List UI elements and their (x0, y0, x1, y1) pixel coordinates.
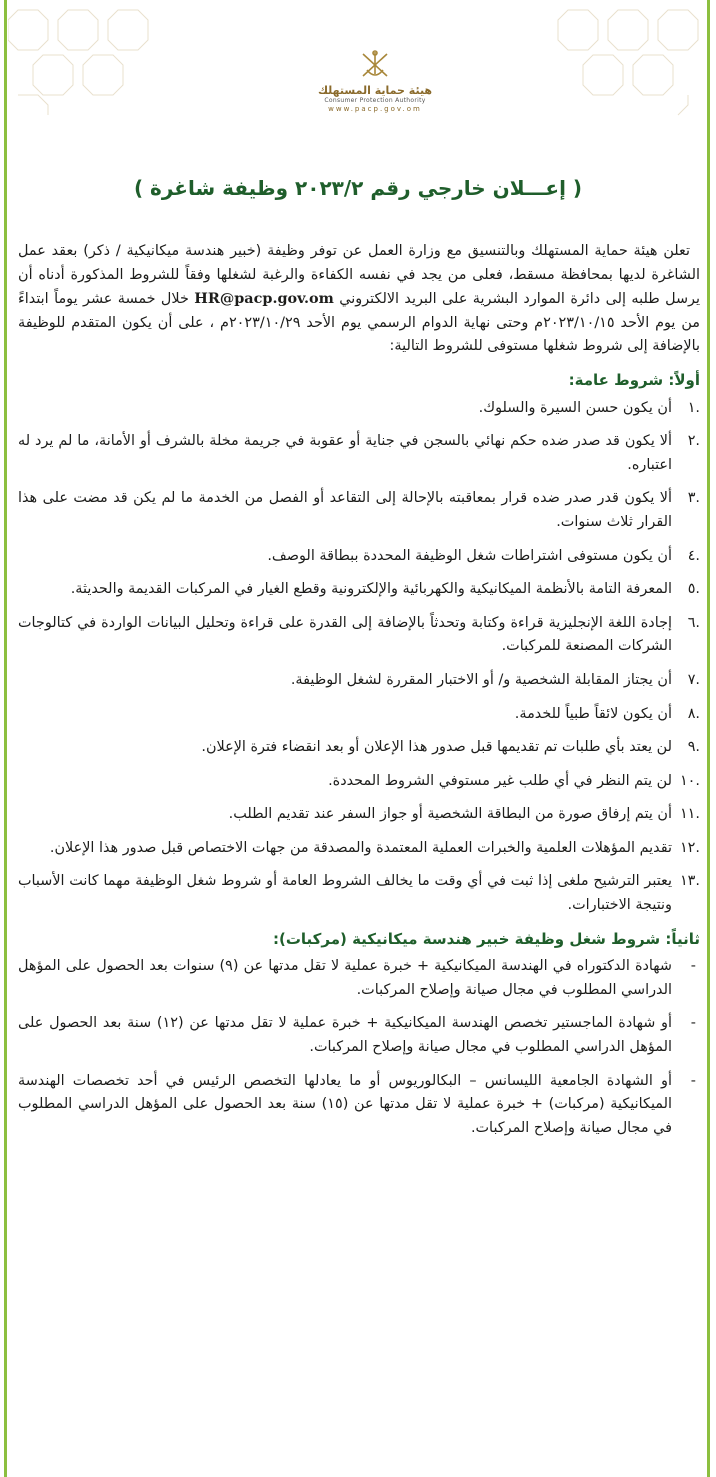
job-requirements-list (18, 955, 700, 1140)
item-text: ألا يكون قد صدر ضده حكم نهائي بالسجن في جناية أو عقوبة في جريمة مخلة بالشرف أو الأمانة، ما لم يرد له اعتباره. (18, 433, 672, 473)
list-item (18, 870, 700, 917)
item-number: .٢ (687, 433, 700, 450)
bullet-dash: - (690, 958, 696, 975)
section-job-requirements-heading: ثانياً: شروط شغل وظيفة خبير هندسة ميكانيكية (مركبات): (272, 929, 700, 948)
item-number: .١١ (679, 806, 700, 823)
announcement-body (18, 240, 700, 1150)
list-item (18, 1070, 700, 1141)
arabesque-pattern-left (8, 0, 178, 120)
item-number: .٦ (687, 614, 700, 631)
list-item (18, 1012, 700, 1059)
intro-text-2: خلال خمسة عشر يوماً ابتداءً من يوم الأحد ٢٠٢٣/١٠/١٥م وحتى نهاية الدوام الرسمي يوم الأحد ٢٠٢٣/١٠/٢٩م ، على أن يكون المتقدم للوظيفة بالإضافة إلى شروط شغلها مستوفى للشروط التالية: (18, 291, 700, 355)
item-text: أن يتم إرفاق صورة من البطاقة الشخصية أو جواز السفر عند تقديم الطلب. (228, 806, 672, 823)
item-text: لن يتم النظر في أي طلب غير مستوفي الشروط المحددة. (328, 772, 672, 789)
item-text: أو شهادة الماجستير تخصص الهندسة الميكانيكية + خبرة عملية لا تقل مدتها عن (١٢) سنة بعد الحصول على المؤهل الدراسي المطلوب في مجال صيانة وإصلاح المركبات. (18, 1015, 672, 1056)
general-conditions-list (18, 397, 700, 918)
list-item (18, 837, 700, 861)
item-text: لن يعتد بأي طلبات تم تقديمها قبل صدور هذا الإعلان أو بعد انقضاء فترة الإعلان. (201, 739, 672, 756)
item-number: .٤ (687, 547, 700, 564)
item-text: يعتبر الترشيح ملغى إذا ثبت في أي وقت ما يخالف الشروط العامة أو شروط شغل الوظيفة مهما كانت الأسباب ونتيجة الاختبارات. (18, 873, 672, 914)
item-text: أو الشهادة الجامعية الليسانس – البكالوريوس أو ما يعادلها التخصص الرئيس في أحد تخصصات الهندسة الميكانيكية (مركبات) + خبرة عملية لا تقل مدتها عن (١٥) سنة بعد الحصول على المؤهل الدراسي المطلوب في مجال صيانة وإصلاح المركبات. (18, 1072, 672, 1136)
item-text: ألا يكون قدر صدر ضده قرار بمعاقبته بالإحالة إلى التقاعد أو الفصل من الخدمة ما لم يكن قد مضت على هذا القرار ثلاث سنوات. (18, 490, 672, 530)
item-text: إجادة اللغة الإنجليزية قراءة وكتابة وتحدثاً بالإضافة إلى القدرة على قراءة وتحليل البيانات الواردة في كتالوجات الشركات المصنعة للمركبات. (18, 614, 672, 655)
list-item (18, 487, 700, 534)
list-item (18, 770, 700, 794)
item-number: .٥ (687, 581, 700, 598)
item-number: .٧ (687, 671, 700, 688)
list-item (18, 955, 700, 1002)
item-text: شهادة الدكتوراه في الهندسة الميكانيكية + خبرة عملية لا تقل مدتها عن (٩) سنوات بعد الحصول على المؤهل الدراسي المطلوب في مجال صيانة وإصلاح المركبات. (18, 958, 672, 998)
list-item (18, 736, 700, 760)
list-item (18, 612, 700, 659)
arabesque-pattern-right (538, 0, 708, 120)
item-text: أن يجتاز المقابلة الشخصية و/ أو الاختبار المقررة لشغل الوظيفة. (290, 671, 672, 688)
list-item (18, 803, 700, 827)
item-number: .١٣ (679, 873, 700, 890)
authority-name-ar: هيئة حماية المستهلك (317, 84, 433, 97)
item-text: أن يكون مستوفى اشتراطات شغل الوظيفة المحددة ببطاقة الوصف. (267, 547, 672, 564)
authority-name-en: Consumer Protection Authority (324, 97, 426, 104)
item-text: أن يكون حسن السيرة والسلوك. (478, 399, 672, 416)
item-number: .١ (687, 399, 700, 416)
intro-paragraph (18, 240, 700, 359)
emblem-icon (357, 48, 393, 82)
announcement-title: ( إعـــلان خارجي رقم ٢٠٢٣/٢ وظيفة شاغرة ) (133, 176, 583, 200)
intro-text-1: تعلن هيئة حماية المستهلك وبالتنسيق مع وزارة العمل عن توفر وظيفة (خبير هندسة ميكانيكية / ذكر) بعقد عمل الشاغرة لديها بمحافظة مسقط، فعلى من يجد في نفسه الكفاءة والرغبة لشغلها وفقاً للشروط المذكورة أدناه أن يرسل طلبه إلى دائرة الموارد البشرية على البريد الالكتروني (18, 243, 700, 308)
authority-website: www.pacp.gov.om (328, 105, 422, 113)
bullet-dash: - (690, 1015, 696, 1032)
item-number: .٣ (687, 490, 700, 507)
bullet-dash: - (690, 1072, 696, 1089)
item-text: تقديم المؤهلات العلمية والخبرات العملية المعتمدة والمصدقة من جهات الاختصاص قبل صدور هذا الإعلان. (49, 839, 672, 856)
item-number: .٩ (687, 739, 700, 756)
item-number: .١٠ (679, 772, 700, 789)
item-text: المعرفة التامة بالأنظمة الميكانيكية والكهربائية والإلكترونية وقطع الغيار في المركبات القديمة والحديثة. (70, 581, 672, 598)
list-item (18, 703, 700, 727)
list-item (18, 545, 700, 569)
list-item (18, 578, 700, 602)
email-link[interactable]: HR@pacp.gov.om (194, 290, 334, 308)
authority-logo (300, 48, 450, 113)
list-item (18, 669, 700, 693)
list-item (18, 430, 700, 477)
item-text: أن يكون لائقاً طبياً للخدمة. (514, 705, 672, 722)
item-number: .٨ (687, 705, 700, 722)
list-item (18, 397, 700, 421)
section-general-heading: أولاً: شروط عامة: (568, 370, 700, 389)
item-number: .١٢ (679, 839, 700, 856)
